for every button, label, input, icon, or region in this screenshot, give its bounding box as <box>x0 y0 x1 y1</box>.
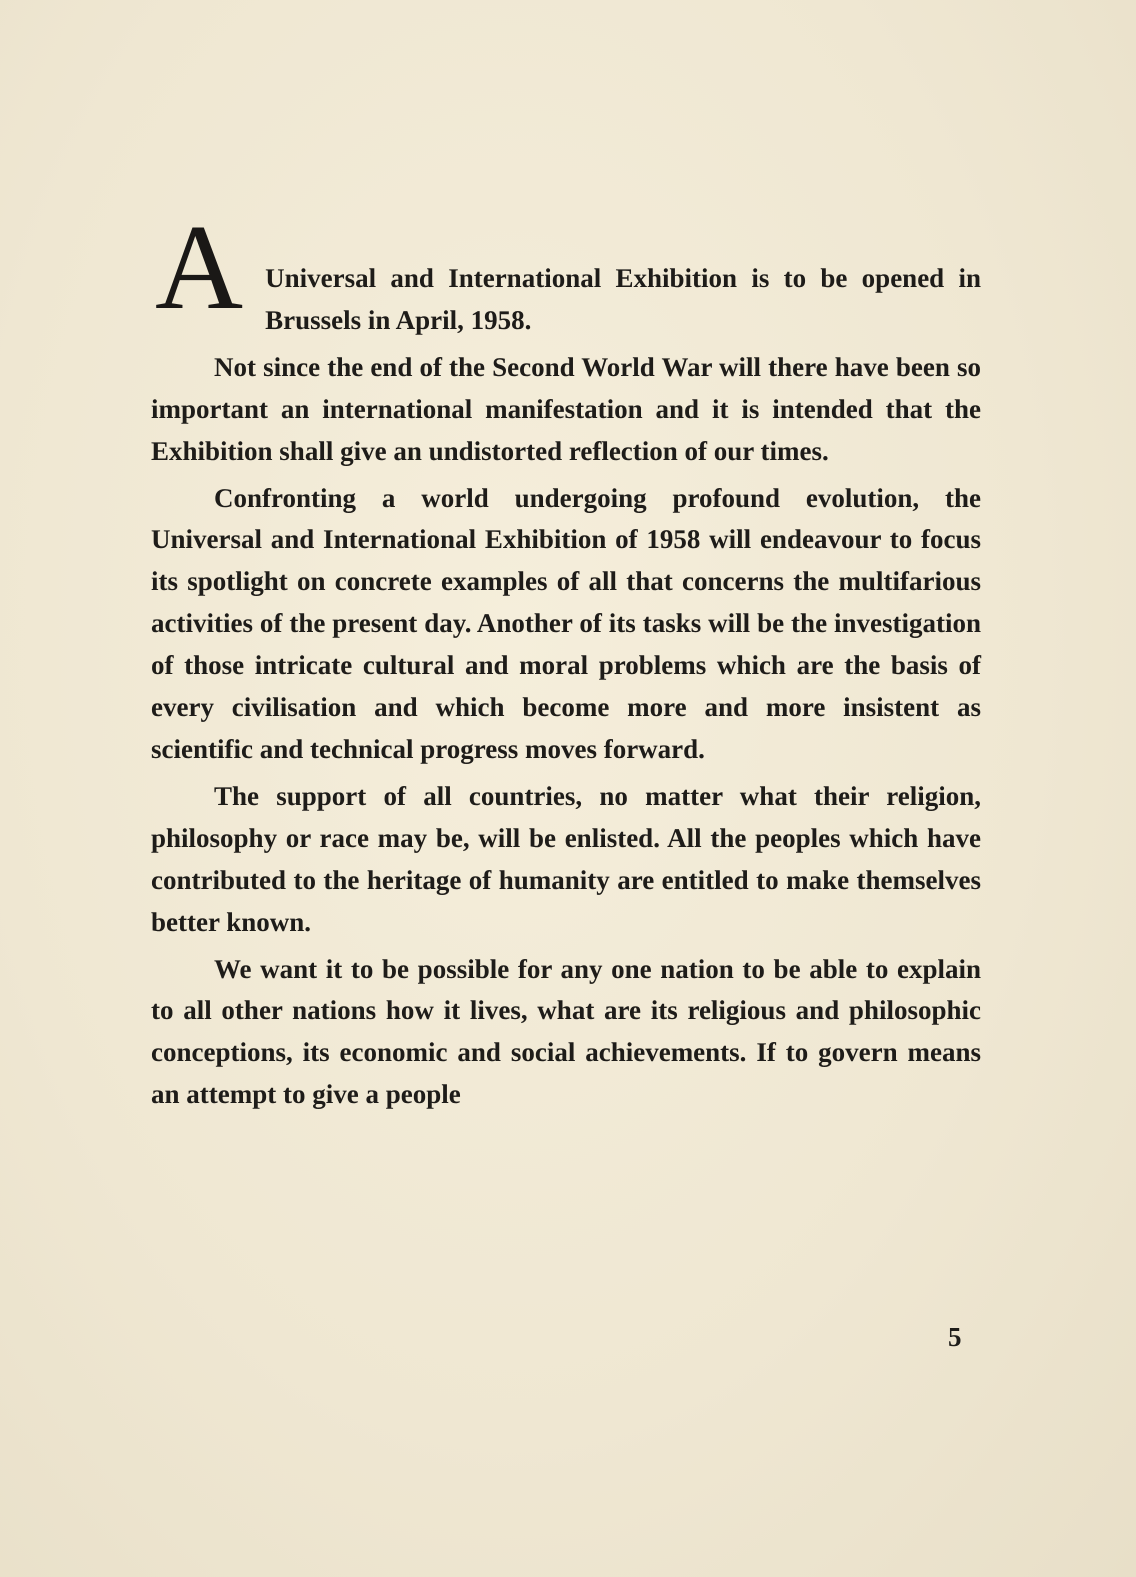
paragraph-3: Confronting a world undergoing profound evolution, the Universal and International Exhibition of 1958 will endeavour to focus its spotlight on concrete examples of all that concerns the multifarious activities of the present day. Another of its tasks will be the investigation of those intricate cultural and moral problems which are the basis of every civilisation and which become more and more insistent as scientific and technical progress moves forward. <box>151 482 981 764</box>
drop-cap-spacer <box>151 208 981 258</box>
paragraph-4: The support of all countries, no matter what their religion, philosophy or race may be, will be enlisted. All the peoples which have contributed to the heritage of humanity are entitled to make themselves better known. <box>151 780 981 937</box>
page-number: 5 <box>948 1322 962 1352</box>
body-text <box>151 200 981 1121</box>
paragraph-1-text: Universal and International Exhibition is to be opened in Brussels in April, 1958. <box>265 263 981 335</box>
paragraph-1 <box>151 200 981 342</box>
drop-cap-letter: A <box>155 200 244 335</box>
paragraph-2: Not since the end of the Second World War will there have been so important an international manifestation and it is intended that the Exhibition shall give an undistorted reflection of our times. <box>151 351 981 466</box>
paragraph-5: We want it to be possible for any one nation to be able to explain to all other nations how it lives, what are its religious and philosophic conceptions, its economic and social achievements. If to govern means an attempt to give a people <box>151 953 981 1110</box>
